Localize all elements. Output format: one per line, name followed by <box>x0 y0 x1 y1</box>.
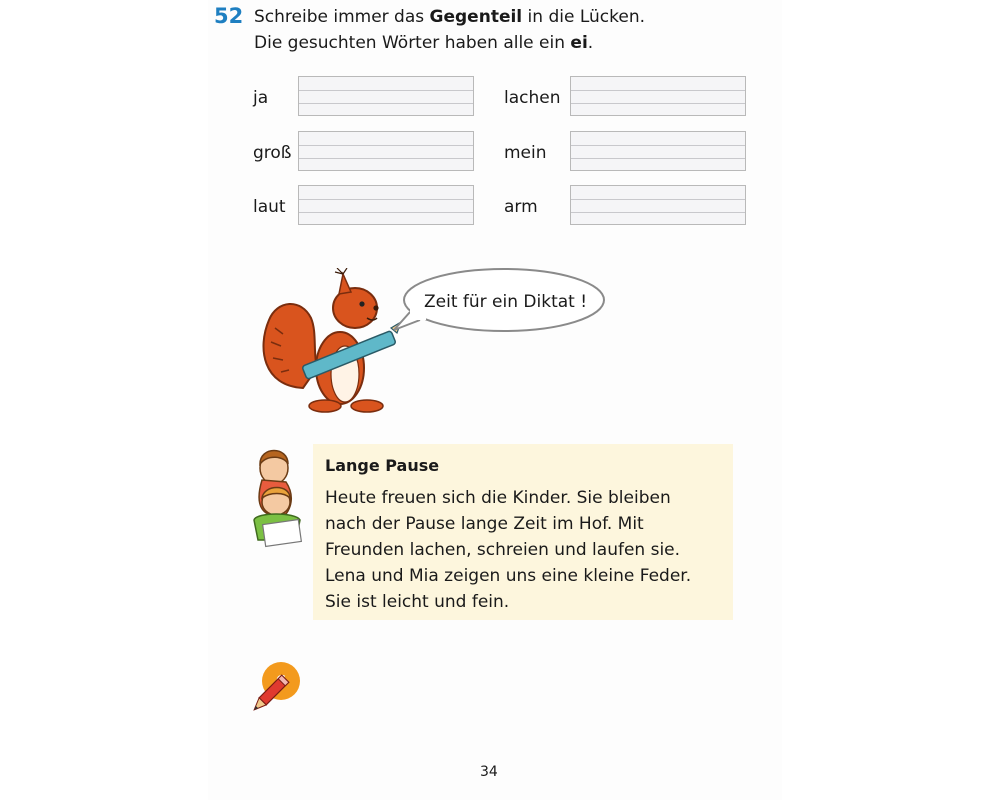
word-left-2: groß <box>253 143 292 163</box>
story-line-1: Heute freuen sich die Kinder. Sie bleiben <box>325 488 671 508</box>
answer-field-left-1[interactable] <box>298 76 474 116</box>
answer-field-right-1[interactable] <box>570 76 746 116</box>
word-right-1: lachen <box>504 88 561 108</box>
squirrel-icon <box>255 268 405 418</box>
instruction-line-1: Schreibe immer das Gegenteil in die Lücken. <box>254 7 645 27</box>
word-right-3: arm <box>504 197 538 217</box>
speech-bubble-text: Zeit für ein Diktat ! <box>424 292 588 312</box>
story-title: Lange Pause <box>325 456 440 475</box>
story-line-4: Lena und Mia zeigen uns eine kleine Feder. <box>325 566 692 586</box>
word-right-2: mein <box>504 143 547 163</box>
story-line-2: nach der Pause lange Zeit im Hof. Mit <box>325 514 644 534</box>
story-line-5: Sie ist leicht und fein. <box>325 592 510 612</box>
word-left-1: ja <box>253 88 269 108</box>
story-box <box>313 444 733 620</box>
pencil-icon <box>246 672 292 718</box>
exercise-number: 52 <box>214 4 244 28</box>
instruction-line-2: Die gesuchten Wörter haben alle ein ei. <box>254 33 594 53</box>
story-line-3: Freunden lachen, schreien und laufen sie. <box>325 540 681 560</box>
children-icon <box>246 440 310 550</box>
answer-field-left-2[interactable] <box>298 131 474 171</box>
word-left-3: laut <box>253 197 286 217</box>
answer-field-right-3[interactable] <box>570 185 746 225</box>
answer-field-right-2[interactable] <box>570 131 746 171</box>
answer-field-left-3[interactable] <box>298 185 474 225</box>
page-number: 34 <box>480 764 498 780</box>
